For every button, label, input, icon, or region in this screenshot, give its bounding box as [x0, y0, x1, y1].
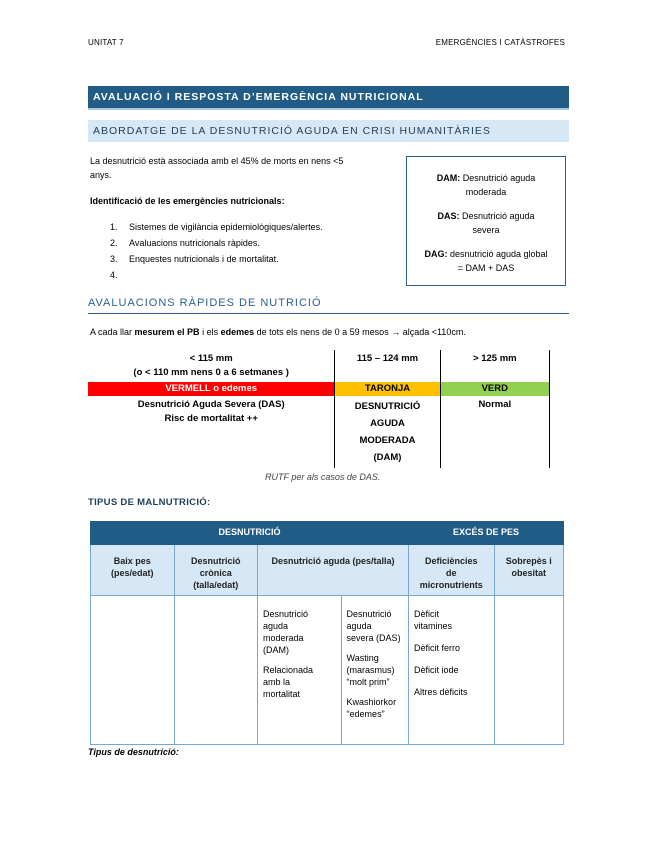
muac-col-green-header: > 125 mm	[440, 350, 549, 382]
identification-heading: Identificació de les emergències nutricionals:	[90, 196, 285, 206]
color-red-cell: VERMELL o edemes	[88, 382, 335, 396]
intro-line-1: La desnutrició està associada amb el 45% de morts en nens <5	[90, 156, 344, 166]
dam-description: DESNUTRICIÓ AGUDA MODERADA (DAM)	[335, 396, 440, 468]
list-item: 3. Enquestes nutricionals i de mortalitat.	[110, 254, 279, 264]
chronic-cell	[174, 596, 258, 745]
section-title-bar: AVALUACIÓ I RESPOSTA D’EMERGÈNCIA NUTRICIONAL	[88, 86, 569, 108]
das-cell: Desnutrició aguda severa (DAS) Wasting (marasmus) “molt prim” Kwashiorkor “edemes”	[341, 596, 408, 745]
underweight-col-header: Baix pes (pes/edat)	[91, 545, 175, 596]
table-row	[88, 396, 550, 468]
obesity-cell	[494, 596, 564, 745]
definitions-box	[406, 156, 566, 286]
intro-line-2: anys.	[90, 170, 112, 180]
normal-description: Normal	[440, 396, 549, 468]
definition-das: DAS: Desnutrició aguda severa	[437, 211, 535, 235]
table-row	[88, 350, 550, 382]
chapter-title: EMERGÈNCIES I CATÀSTROFES	[435, 38, 565, 47]
color-orange-cell: TARONJA	[335, 382, 440, 396]
acute-col-header: Desnutrició aguda (pes/talla)	[258, 545, 409, 596]
unit-label: UNITAT 7	[88, 38, 124, 47]
intro-paragraph	[90, 154, 390, 182]
dam-cell: Desnutrició aguda moderada (DAM) Relacionada amb la mortalitat	[258, 596, 342, 745]
rapid-assessment-heading: AVALUACIONS RÀPIDES DE NUTRICIÓ	[88, 297, 569, 314]
muac-table	[88, 350, 550, 468]
definition-dag: DAG: desnutrició aguda global = DAM + DAS	[424, 249, 548, 273]
color-green-cell: VERD	[440, 382, 549, 396]
list-item: 1. Sistemes de vigilància epidemiològiques/alertes.	[110, 222, 323, 232]
chronic-col-header: Desnutrició crònica (talla/edat)	[174, 545, 258, 596]
list-item: 4.	[110, 270, 118, 280]
list-item: 2. Avaluacions nutricionals ràpides.	[110, 238, 260, 248]
figure-caption: Tipus de desnutrició:	[88, 747, 179, 757]
table-row	[91, 596, 564, 745]
definition-dam: DAM: Desnutrició aguda moderada	[436, 173, 536, 197]
micronutrient-cell: Dèficit vitamines Dèficit ferro Dèficit iode Altres dèficits	[408, 596, 494, 745]
subsection-title-bar: ABORDATGE DE LA DESNUTRICIÓ AGUDA EN CRISI HUMANITÀRIES	[88, 120, 569, 142]
obesity-col-header: Sobrepès i obesitat	[494, 545, 564, 596]
table-row	[91, 545, 564, 596]
das-description: Desnutrició Aguda Severa (DAS) Risc de mortalitat ++	[137, 399, 285, 424]
micronutrient-col-header: Deficiències de micronutrients	[408, 545, 494, 596]
muac-col-red-header: < 115 mm (o < 110 mm nens 0 a 6 setmanes )	[133, 353, 289, 378]
identification-list	[110, 220, 400, 282]
measurement-sentence: A cada llar mesurem el PB i els edemes de tots els nens de 0 a 59 mesos → alçada <110cm.	[90, 327, 466, 337]
undernutrition-header: DESNUTRICIÓ	[91, 522, 409, 545]
overweight-header: EXCÉS DE PES	[408, 522, 563, 545]
underweight-cell	[91, 596, 175, 745]
table-row	[91, 522, 564, 545]
malnutrition-table	[90, 521, 564, 745]
muac-col-orange-header: 115 – 124 mm	[335, 350, 440, 382]
malnutrition-heading: TIPUS DE MALNUTRICIÓ:	[88, 497, 211, 508]
table-row	[88, 382, 550, 396]
table-caption: RUTF per als casos de DAS.	[265, 472, 381, 482]
